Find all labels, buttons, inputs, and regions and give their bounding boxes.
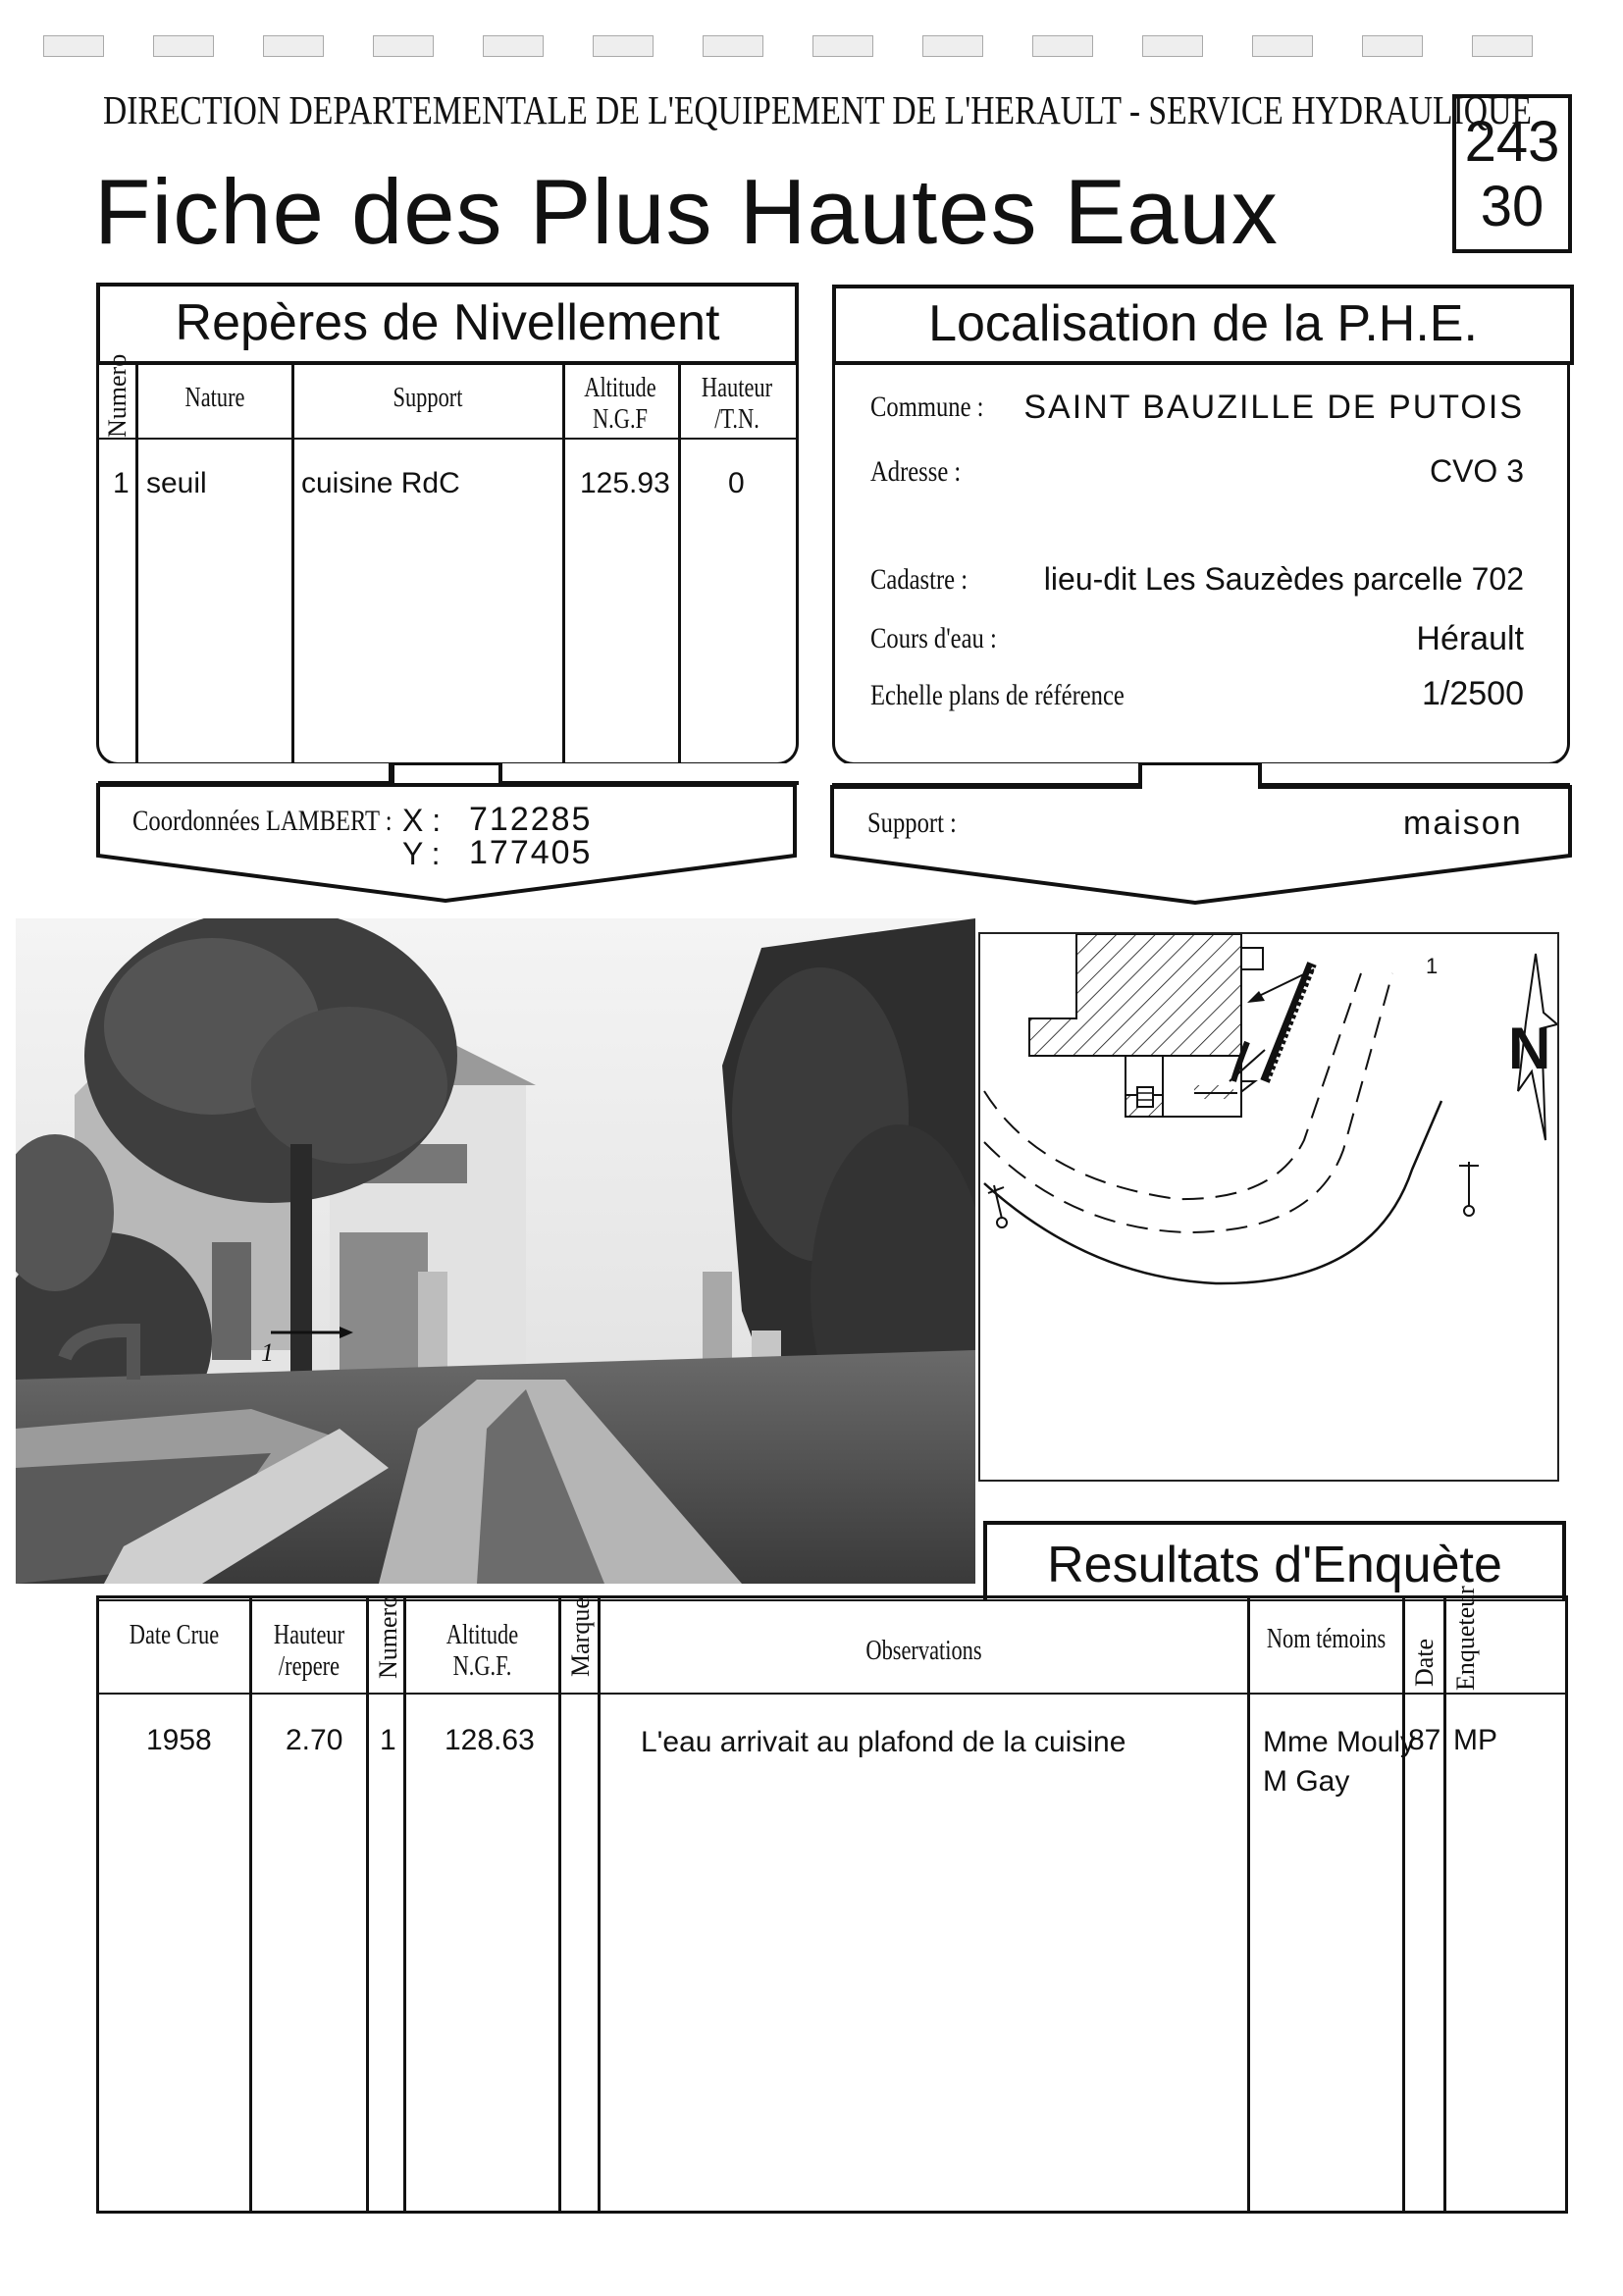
lambert-x-value: 712285 (469, 801, 593, 838)
plan-marker-label: 1 (1426, 954, 1439, 978)
echelle-label: Echelle plans de référence (870, 679, 1125, 711)
col-altitude-ngf-header: Altitude N.G.F. (445, 1620, 519, 1682)
cours-eau-value: Hérault (1416, 620, 1524, 657)
row-temoin-2: M Gay (1263, 1765, 1350, 1798)
adresse-label: Adresse : (870, 455, 962, 488)
lambert-x-label: X : (402, 803, 442, 838)
echelle-value: 1/2500 (1422, 675, 1524, 712)
col-observations-header: Observations (865, 1636, 982, 1666)
col-enqueteur-header: Enqueteur (1451, 1586, 1480, 1691)
commune-label: Commune : (870, 391, 984, 423)
site-photograph (16, 918, 975, 1584)
row-hauteur: 0 (728, 467, 745, 499)
row-numero: 1 (380, 1724, 396, 1756)
cadastre-value: lieu-dit Les Sauzèdes parcelle 702 (1043, 561, 1524, 597)
site-plan (978, 932, 1559, 1482)
lambert-label: Coordonnées LAMBERT : (132, 805, 393, 837)
col-hauteur-repere-header: Hauteur /repere (273, 1620, 345, 1682)
resultats-table (96, 1586, 1568, 2214)
row-date-crue: 1958 (146, 1724, 212, 1756)
adresse-value: CVO 3 (1429, 453, 1524, 489)
reperes-table (96, 353, 799, 765)
row-temoin-1: Mme Mouly (1263, 1726, 1416, 1758)
col-numero-header: Numero (103, 353, 131, 438)
page-title: Fiche des Plus Hautes Eaux (94, 160, 1279, 263)
binder-holes (39, 35, 1590, 59)
row-nature: seuil (146, 467, 207, 499)
col-marque-header: Marque (566, 1597, 595, 1677)
col-numero-header: Numero (374, 1594, 402, 1679)
agency-heading: DIRECTION DEPARTEMENTALE DE L'EQUIPEMENT DE L'HERAULT - SERVICE HYDRAULIQUE (103, 87, 1532, 132)
localisation-title: Localisation de la P.H.E. (832, 285, 1574, 365)
localisation-panel (832, 363, 1570, 765)
row-enqueteur: MP (1453, 1724, 1497, 1756)
col-altitude-header: Altitude N.G.F (584, 373, 656, 435)
row-observations: L'eau arrivait au plafond de la cuisine (641, 1726, 1126, 1758)
lambert-y-label: Y : (402, 836, 441, 871)
col-date-header: Date (1410, 1638, 1439, 1687)
reperes-title: Repères de Nivellement (96, 283, 799, 365)
cours-eau-label: Cours d'eau : (870, 622, 997, 654)
col-hauteur-header: Hauteur /T.N. (701, 373, 773, 435)
col-date-crue-header: Date Crue (129, 1620, 220, 1650)
row-altitude: 128.63 (445, 1724, 535, 1756)
cadastre-label: Cadastre : (870, 563, 969, 596)
north-arrow-label: N (1508, 1016, 1551, 1081)
commune-value: SAINT BAUZILLE DE PUTOIS (1023, 389, 1524, 426)
sheet-id-bottom: 30 (1480, 175, 1544, 238)
sheet-id-box (1452, 94, 1572, 253)
col-support-header: Support (393, 383, 463, 413)
row-numero: 1 (113, 467, 130, 499)
row-support: cuisine RdC (301, 467, 460, 499)
row-altitude: 125.93 (580, 467, 670, 499)
row-date: 87 (1408, 1724, 1441, 1756)
resultats-title: Resultats d'Enquète (983, 1521, 1566, 1601)
col-nature-header: Nature (184, 383, 245, 413)
lambert-y-value: 177405 (469, 834, 593, 871)
support-value: maison (1403, 805, 1523, 842)
photo-marker-label: 1 (261, 1338, 274, 1367)
support-label: Support : (867, 807, 957, 839)
row-hauteur: 2.70 (286, 1724, 343, 1756)
col-nom-temoins-header: Nom témoins (1266, 1624, 1387, 1654)
sheet-id-top: 243 (1464, 110, 1560, 174)
